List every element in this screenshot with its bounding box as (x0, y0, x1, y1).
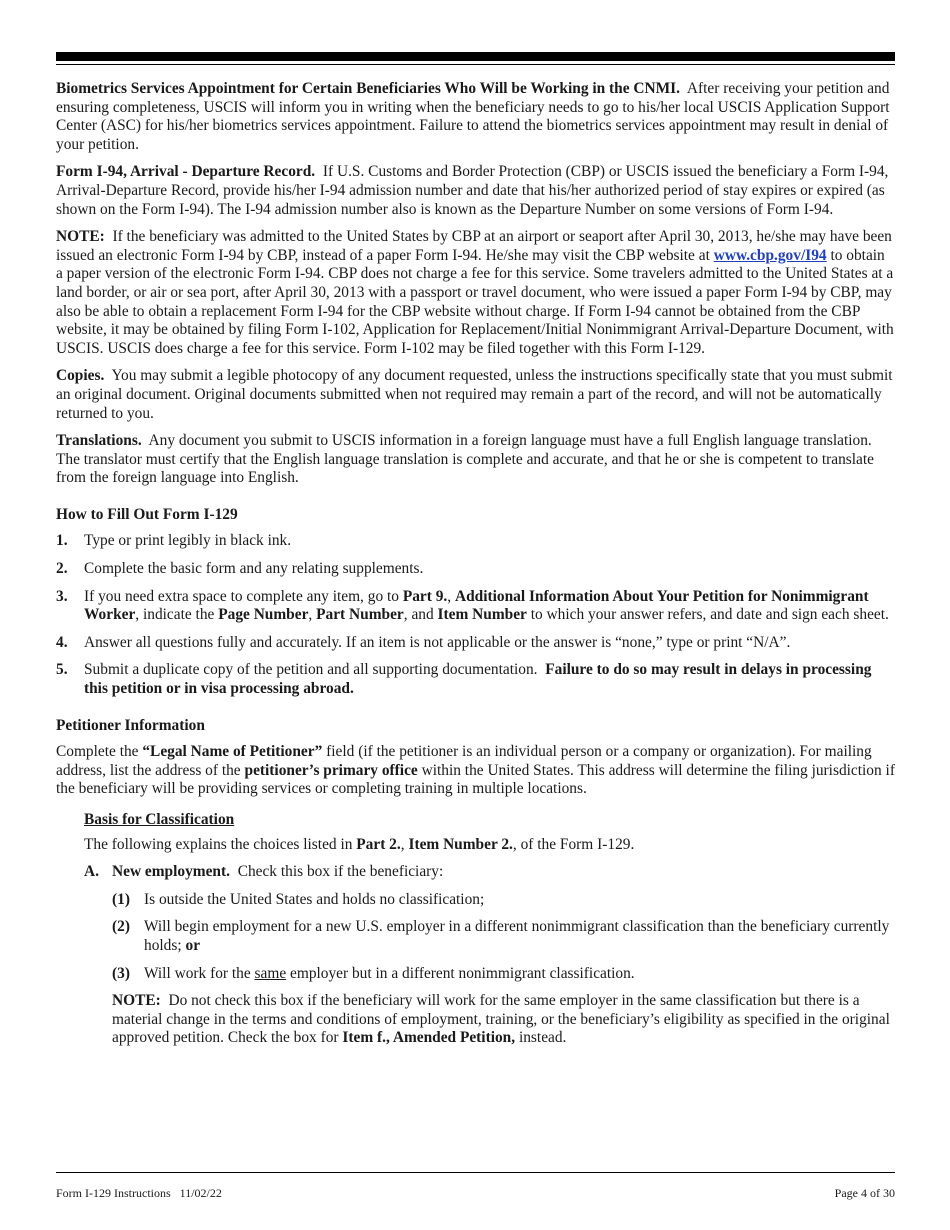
list-item (56, 634, 895, 653)
list-item (56, 560, 895, 579)
list-item (56, 532, 895, 551)
sub-item (112, 965, 895, 984)
sub-item-number: (3) (112, 964, 130, 982)
biometrics-paragraph (56, 80, 895, 154)
biometrics-title: Biometrics Services Appointment for Certain Beneficiaries Who Will be Working in the CNMI. (56, 80, 681, 97)
list-item (56, 661, 895, 698)
note-text-a: If the beneficiary was admitted to the United States by CBP at an airport or seaport after April 30, 2013, he/she may have been issued an electronic Form I-94 by CBP, instead of a paper Form I-94. He/she may visit the CBP website at (56, 228, 892, 264)
i94-paragraph (56, 163, 895, 219)
sub-item (112, 891, 895, 910)
i94-text: If U.S. Customs and Border Protection (CBP) or USCIS issued the beneficiary a Form I-94, Arrival-Departure Record, provide his/her I-94 admission number and date that his/her authorized period of stay expires or expired (as shown on the Form I-94). The I-94 admission number also is known as the Departure Number on some versions of Form I-94. (56, 163, 889, 218)
copies-paragraph (56, 367, 895, 423)
option-a-title: New employment. (112, 863, 230, 881)
basis-intro: The following explains the choices listed in Part 2., Item Number 2., of the Form I-129. (84, 835, 635, 853)
sub-item-text: Will begin employment for a new U.S. employer in a different nonimmigrant classification than the beneficiary currently holds; or (144, 918, 890, 954)
sub-item-text: Is outside the United States and holds no classification; (144, 890, 485, 908)
item-text: Type or print legibly in black ink. (84, 532, 292, 550)
basis-title: Basis for Classification (84, 811, 235, 828)
basis-section (56, 811, 895, 1048)
header-rule-thick (56, 52, 895, 61)
footer-rule (56, 1172, 895, 1173)
option-a-text: Check this box if the beneficiary: (237, 863, 444, 881)
document-body (56, 80, 895, 1057)
option-a-subitems (84, 891, 895, 1048)
how-to-heading: How to Fill Out Form I-129 (56, 505, 238, 523)
translations-text: Any document you submit to USCIS information in a foreign language must have a full English language translation. The translator must certify that the English language translation is complete and accurate, and that he or she is competent to translate from the foreign language into English. (56, 432, 874, 487)
item-text: Submit a duplicate copy of the petition and all supporting documentation. Failure to do so may result in delays in processing this petition or in visa processing abroad. (84, 661, 872, 698)
footer-form-id: Form I-129 Instructions 11/02/22 (56, 1186, 222, 1200)
item-number: 4. (56, 633, 68, 651)
cbp-link[interactable]: www.cbp.gov/I94 (713, 246, 827, 264)
biometrics-text: After receiving your petition and ensuring completeness, USCIS will inform you in writing when the beneficiary needs to go to his/her local USCIS Application Support Center (ASC) for his/her biometrics services appointment. Failure to attend the biometrics services appointment may result in denial of your petition. (56, 80, 890, 153)
item-number: 1. (56, 532, 68, 550)
item-text: If you need extra space to complete any item, go to Part 9., Additional Information About Your Petition for Nonimmigrant Worker, indicate the Page Number, Part Number, and Item Number to which your answer refers, and date and sign each sheet. (84, 587, 889, 624)
sub-item-number: (2) (112, 918, 130, 936)
basis-note: NOTE: Do not check this box if the beneficiary will work for the same employer in the same classification but there is a material change in the terms and conditions of employment, training, or the beneficiary’s eligibility as specified in the original approved petition. Check the box for Item f., Amended Petition, instead. (112, 992, 890, 1047)
translations-paragraph (56, 432, 895, 488)
footer-page-number: Page 4 of 30 (834, 1186, 895, 1200)
copies-title: Copies. (56, 367, 105, 385)
copies-text: You may submit a legible photocopy of any document requested, unless the instructions specifically state that you must submit an original document. Original documents submitted when not required may remain a part of the record, and will not be automatically returned to you. (56, 367, 893, 422)
item-number: 3. (56, 587, 68, 605)
sub-item (112, 918, 895, 955)
item-number: 5. (56, 661, 68, 679)
item-text: Complete the basic form and any relating supplements. (84, 560, 424, 578)
petitioner-heading: Petitioner Information (56, 716, 205, 734)
note-label: NOTE: (112, 992, 161, 1010)
translations-title: Translations. (56, 432, 142, 450)
item-number: 2. (56, 560, 68, 578)
i94-title: Form I-94, Arrival - Departure Record. (56, 163, 316, 181)
option-a (84, 863, 895, 882)
item-text: Answer all questions fully and accurately. If an item is not applicable or the answer is “none,” type or print “N/A”. (84, 633, 791, 651)
note-label: NOTE: (56, 228, 105, 246)
sub-item-text: Will work for the same employer but in a different nonimmigrant classification. (144, 964, 635, 982)
note-text-b: to obtain a paper version of the electronic Form I-94. CBP does not charge a fee for this service. Some travelers admitted to the United States at a land border, or air or sea port, after April 30, 2013 with a passport or travel document, who were issued a paper Form I-94 by CBP, may also be able to obtain a replacement Form I-94 for the CBP website without charge. If Form I-94 cannot be obtained from the CBP website, it may be obtained by filing Form I-102, Application for Replacement/Initial Nonimmigrant Arrival-Departure Document, with USCIS. USCIS does charge a fee for this service. Form I-102 may be filed together with this Form I-129. (56, 246, 894, 357)
list-item (56, 588, 895, 625)
petitioner-paragraph: Complete the “Legal Name of Petitioner” field (if the petitioner is an individual person or a company or organization). For mailing address, list the address of the petitioner’s primary office within the United States. This address will determine the filing jurisdiction if the beneficiary will be providing services or completing training in multiple locations. (56, 743, 895, 798)
option-letter: A. (84, 863, 99, 881)
sub-item-number: (1) (112, 890, 130, 908)
header-rule-thin (56, 64, 895, 65)
note-paragraph (56, 228, 895, 358)
